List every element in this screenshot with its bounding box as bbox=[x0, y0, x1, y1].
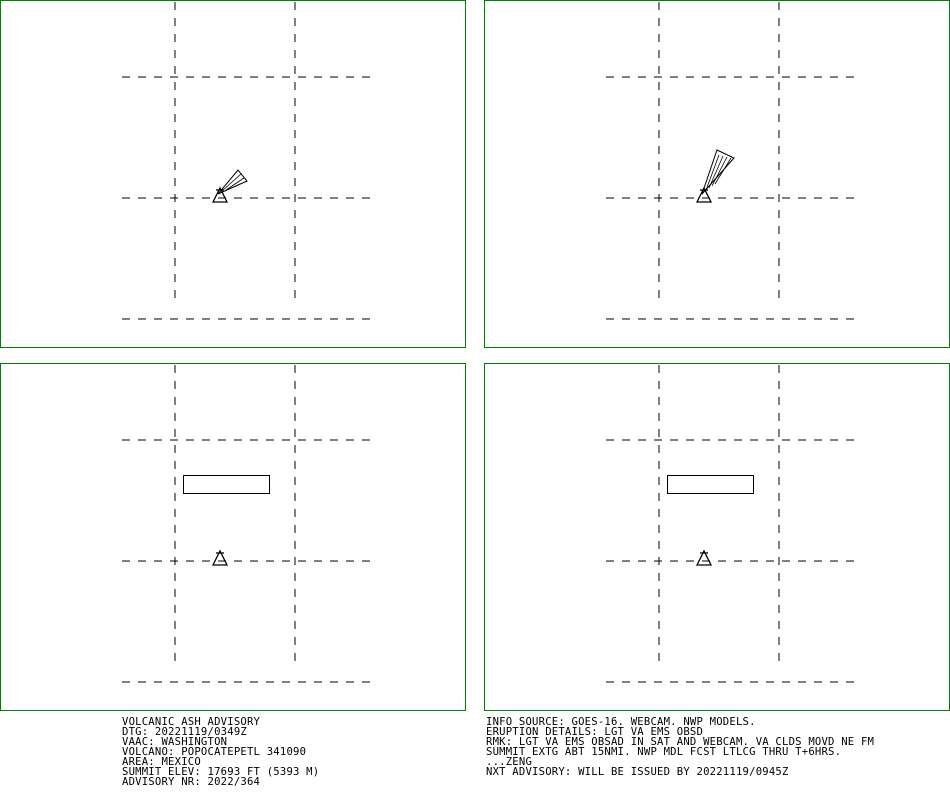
map-panel bbox=[1, 364, 466, 711]
advisory-line: AREA: MEXICO bbox=[122, 756, 201, 768]
panel-border bbox=[1, 1, 466, 348]
annotation-box bbox=[668, 476, 754, 494]
advisory-line: VOLCANIC ASH ADVISORY bbox=[122, 716, 261, 728]
panel-border bbox=[1, 364, 466, 711]
advisory-header-text bbox=[122, 717, 319, 787]
advisory-line: INFO SOURCE: GOES-16. WEBCAM. NWP MODELS. bbox=[486, 716, 756, 728]
advisory-line: VOLCANO: POPOCATEPETL 341090 bbox=[122, 746, 307, 758]
advisory-line: VAAC: WASHINGTON bbox=[122, 736, 228, 748]
volcano-triangle-icon bbox=[213, 551, 227, 565]
advisory-line: DTG: 20221119/0349Z bbox=[122, 726, 247, 738]
panel-border bbox=[485, 364, 950, 711]
panel-border bbox=[485, 1, 950, 348]
volcano-triangle-icon bbox=[697, 188, 711, 202]
advisory-details-text bbox=[486, 717, 874, 777]
advisory-line: ERUPTION DETAILS: LGT VA EMS OBSD bbox=[486, 726, 704, 738]
ash-cloud-hatch bbox=[715, 158, 731, 184]
map-panel bbox=[1, 1, 466, 348]
advisory-line: ADVISORY NR: 2022/364 bbox=[122, 776, 261, 788]
advisory-line: SUMMIT EXTG ABT 15NMI. NWP MDL FCST LTLCG THRU T+6HRS. bbox=[486, 746, 842, 758]
advisory-line: SUMMIT ELEV: 17693 FT (5393 M) bbox=[122, 766, 320, 778]
advisory-line: RMK: LGT VA EMS OBSAD IN SAT AND WEBCAM. VA CLDS MOVD NE FM bbox=[486, 736, 875, 748]
map-panel bbox=[485, 1, 950, 348]
ash-cloud-polygon bbox=[702, 150, 734, 194]
advisory-line: ...ZENG bbox=[486, 756, 533, 768]
volcano-triangle-icon bbox=[697, 551, 711, 565]
map-panel bbox=[485, 364, 950, 711]
annotation-box bbox=[184, 476, 270, 494]
advisory-line: NXT ADVISORY: WILL BE ISSUED BY 20221119/0945Z bbox=[486, 766, 789, 778]
volcano-triangle-icon bbox=[213, 188, 227, 202]
ash-cloud-hatch bbox=[712, 157, 727, 186]
